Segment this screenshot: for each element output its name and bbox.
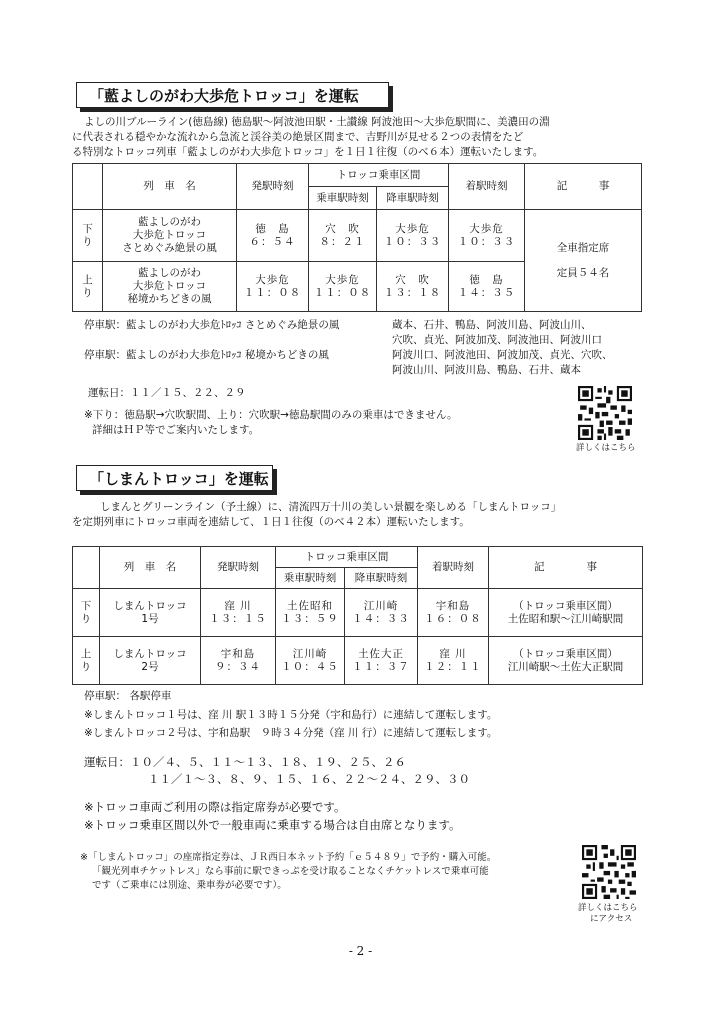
departure-time: 窪 川 １３：１５ [201, 589, 276, 637]
header-notes: 記 事 [525, 164, 642, 210]
section2-stops: 停車駅： 各駅停車 [84, 690, 172, 702]
departure-time: 徳 島 ６：５４ [237, 210, 309, 262]
header-boarding: 乗車駅時刻 [309, 187, 377, 210]
header-arrival: 着駅時刻 [449, 164, 525, 210]
header-departure: 発駅時刻 [237, 164, 309, 210]
table-row [73, 637, 643, 685]
train-name: しまんトロッコ 2号 [100, 637, 201, 685]
notes-cell: （トロッコ乗車区間） 江川崎駅～土佐大正駅間 [489, 637, 643, 685]
boarding-time: 穴 吹 ８：２１ [309, 210, 377, 262]
section2-footnote-1: ※「しまんトロッコ」の座席指定券は、ＪＲ西日本ネット予約「ｅ５４８９」で予約・購入可能。 [80, 852, 497, 863]
stops-label-down: 停車駅：藍よしのがわ大歩危ﾄﾛｯｺ さとめぐみ絶景の風 [84, 319, 340, 331]
departure-time: 大歩危 １１：０８ [237, 262, 309, 312]
notes-cell: （トロッコ乗車区間） 土佐昭和駅～江川崎駅間 [489, 589, 643, 637]
section1-timetable [72, 163, 642, 312]
table-row [73, 210, 642, 262]
stops-list-down-1: 蔵本、石井、鴨島、阿波川島、阿波山川、 [392, 319, 592, 331]
stops-label-up: 停車駅：藍よしのがわ大歩危ﾄﾛｯｺ 秘境かちどきの風 [84, 349, 329, 361]
table-row [73, 589, 643, 637]
direction-down: 下 り [73, 589, 100, 637]
section2-connection-2: ※しまんトロッコ２号は、宇和島駅 ９時３４分発（窪 川 行）に連結して運転します。 [84, 727, 498, 739]
direction-up: 上 り [73, 262, 103, 312]
header-trolley-section: トロッコ乗車区間 [276, 547, 418, 568]
section1-note-1: ※下り：徳島駅→穴吹駅間、上り：穴吹駅→徳島駅間のみの乗車はできません。 [84, 409, 458, 421]
direction-up: 上 り [73, 637, 100, 685]
alighting-time: 江川崎 １４：３３ [345, 589, 418, 637]
section2-qr-caption-1: 詳しくはこちら [578, 903, 638, 913]
alighting-time: 穴 吹 １３：１８ [377, 262, 449, 312]
stops-list-up-2: 阿波山川、阿波川島、鴨島、石井、蔵本 [392, 364, 581, 376]
arrival-time: 大歩危 １０：３３ [449, 210, 525, 262]
section2-qr-caption-2: にアクセス [590, 914, 633, 924]
arrival-time: 窪 川 １２：１１ [418, 637, 489, 685]
arrival-time: 宇和島 １６：０８ [418, 589, 489, 637]
section2-timetable [72, 546, 643, 685]
section2-note-1: ※トロッコ車両ご利用の際は指定席券が必要です。 [84, 800, 346, 814]
stops-list-down-2: 穴吹、貞光、阿波加茂、阿波池田、阿波川口 [392, 334, 602, 346]
boarding-time: 大歩危 １１：０８ [309, 262, 377, 312]
header-trolley-section: トロッコ乗車区間 [309, 164, 449, 187]
section2-title: 「しまんトロッコ」を運転 [76, 465, 273, 491]
header-alighting: 降車駅時刻 [377, 187, 449, 210]
header-alighting: 降車駅時刻 [345, 568, 418, 589]
train-name: 藍よしのがわ 大歩危トロッコ さとめぐみ絶景の風 [103, 210, 237, 262]
train-name: 藍よしのがわ 大歩危トロッコ 秘境かちどきの風 [103, 262, 237, 312]
section1-qr-caption: 詳しくはこちら [576, 443, 636, 453]
qr-code-icon[interactable] [582, 845, 636, 899]
header-corner [73, 164, 103, 210]
section2-intro-line-1: しまんとグリーンライン（予土線）に、清流四万十川の美しい景観を楽しめる「しまんトロッコ」 [100, 501, 562, 513]
direction-down: 下 り [73, 210, 103, 262]
header-boarding: 乗車駅時刻 [276, 568, 345, 589]
section2-note-2: ※トロッコ乗車区間以外で一般車両に乗車する場合は自由席となります。 [84, 818, 461, 832]
train-name: しまんトロッコ 1号 [100, 589, 201, 637]
page-number: - 2 - [348, 944, 373, 958]
section1-note-2: 詳細はＨＰ等でご案内いたします。 [92, 424, 260, 436]
header-corner [73, 547, 100, 589]
section2-run-days-1: 運転日：１０／４、５、１１～１３、１８、１９、２５、２６ [84, 755, 406, 769]
section2-run-days-2: １１／１～３、８、９、１５、１６、２２～２４、２９、３０ [148, 772, 470, 786]
section1-title: 「藍よしのがわ大歩危トロッコ」を運転 [76, 82, 389, 108]
header-arrival: 着駅時刻 [418, 547, 489, 589]
section1-intro-line-3: る特別なトロッコ列車「藍よしのがわ大歩危トロッコ」を１日１往復（のべ６本）運転いたします。 [72, 146, 544, 158]
boarding-time: 土佐昭和 １３：５９ [276, 589, 345, 637]
alighting-time: 土佐大正 １１：３７ [345, 637, 418, 685]
header-departure: 発駅時刻 [201, 547, 276, 589]
stops-list-up-1: 阿波川口、阿波池田、阿波加茂、貞光、穴吹、 [392, 349, 613, 361]
section1-run-days: 運転日：１１／１５、２２、２９ [88, 387, 246, 399]
boarding-time: 江川崎 １０：４５ [276, 637, 345, 685]
alighting-time: 大歩危 １０：３３ [377, 210, 449, 262]
header-train-name: 列 車 名 [103, 164, 237, 210]
section2-footnote-3: です（ご乗車には別途、乗車券が必要です）。 [92, 880, 287, 891]
header-train-name: 列 車 名 [100, 547, 201, 589]
section2-intro-line-2: を定期列車にトロッコ車両を連結して、１日１往復（のべ４２本）運転いたします。 [72, 516, 470, 528]
notes-cell: 全車指定席 定員５４名 [525, 210, 642, 312]
qr-code-icon[interactable] [578, 386, 632, 440]
section2-connection-1: ※しまんトロッコ１号は、窪 川 駅１３時１５分発（宇和島行）に連結して運転します。 [84, 709, 498, 721]
section1-intro-line-1: よしの川ブルーライン(徳島線) 徳島駅～阿波池田駅・土讃線 阿波池田～大歩危駅間に、美濃田の淵 [84, 116, 550, 128]
arrival-time: 徳 島 １４：３５ [449, 262, 525, 312]
section1-intro-line-2: に代表される穏やかな流れから急流と渓谷美の絶景区間まで、吉野川が見せる２つの表情をたど [72, 131, 524, 143]
section2-footnote-2: 「観光列車チケットレス」なら事前に駅できっぷを受け取ることなくチケットレスで乗車可能 [92, 866, 489, 877]
departure-time: 宇和島 ９：３４ [201, 637, 276, 685]
header-notes: 記 事 [489, 547, 643, 589]
